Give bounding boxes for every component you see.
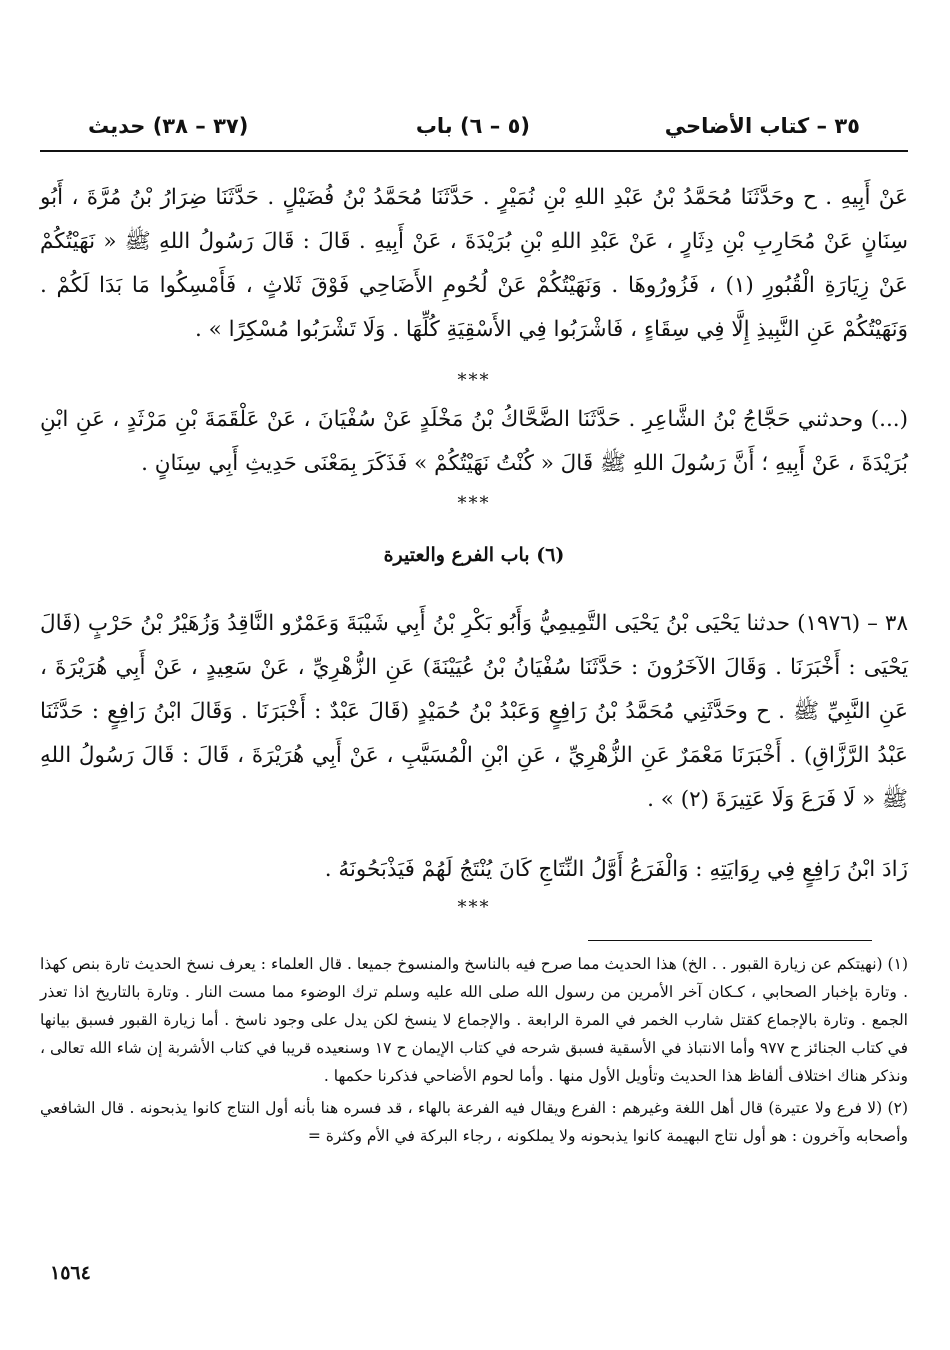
footnotes xyxy=(40,950,908,1154)
section-separator: *** xyxy=(457,897,491,918)
hadith-37-alternate-chain: (...) وحدثني حَجَّاجُ بْنُ الشَّاعِرِ . حَدَّثَنَا الضَّحَّاكُ بْنُ مَخْلَدٍ عَنْ سُفْيَانَ ، عَنْ عَلْقَمَةَ بْنِ مَرْثَدٍ ، عَنِ ابْنِ بُرَيْدَةَ ، عَنْ أَبِيهِ ؛ أَنَّ رَسُولَ اللهِ ﷺ قَالَ « كُنْتُ نَهَيْتُكُمْ » فَذَكَرَ بِمَعْنَى حَدِيثِ أَبِي سِنَانٍ . xyxy=(40,407,908,476)
page-number: ١٥٦٤ xyxy=(50,1262,91,1284)
main-text xyxy=(40,0,908,940)
header-chapter-range: (٥ – ٦) باب xyxy=(415,114,530,138)
footnote-2: (٢) (لا فرع ولا عتيرة) قال أهل اللغة وغيرهم : الفرع ويقال فيه الفرعة بالهاء ، قد فسره هنا بأنه أول النتاج كانوا يذبحونه . قال الشافعي وأصحابه وآخرون : هو أول نتاج البهيمة كانوا يذبحونه ولا يملكونه ، رجاء البركة في الأم وكثرة = xyxy=(40,1099,908,1145)
footnote-1: (١) (نهيتكم عن زيارة القبور . . الخ) هذا الحديث مما صرح فيه بالناسخ والمنسوخ جميعا . قال العلماء : يعرف نسخ الحديث تارة بنص كهذا . وتارة بإخبار الصحابي ، كـكان آخر الأمرين من رسول الله صلى الله عليه وسلم ترك الوضوء مما مست النار . وتارة بالتاريخ اذا تعذر الجمع . وتارة بالإجماع كقتل شارب الخمر في المرة الرابعة . والإجماع لا ينسخ لكن يدل على وجود ناسخ . أما زيارة القبور فسبق بيانها في كتاب الجنائز ح ٩٧٧ وأما الانتباذ في الأسقية فسبق شرحه في كتاب الإيمان ح ١٧ وسنعيده قريبا في كتاب الأشربة إن شاء الله تعالى ، ونذكر هناك اختلاف ألفاظ هذا الحديث وتأويل الأول منها . وأما لحوم الأضاحي فذكرنا حكمها . xyxy=(40,955,908,1085)
header-hadith-range: (٣٧ – ٣٨) حديث xyxy=(88,114,249,138)
header-book-title: ٣٥ – كتاب الأضاحي xyxy=(664,114,860,138)
chapter-title: (٦) باب الفرع والعتيرة xyxy=(383,544,565,566)
hadith-37-continuation: عَنْ أَبِيهِ . ح وحَدَّثَنَا مُحَمَّدُ بْنُ عَبْدِ اللهِ بْنِ نُمَيْرٍ . حَدَّثَنَا مُحَمَّدُ بْنُ فُضَيْلٍ . حَدَّثَنَا ضِرَارُ بْنُ مُرَّةَ ، أَبُو سِنَانٍ عَنْ مُحَارِبِ بْنِ دِثَارٍ ، عَنْ عَبْدِ اللهِ بْنِ بُرَيْدَةَ ، عَنْ أَبِيهِ . قَالَ : قَالَ رَسُولُ اللهِ ﷺ « نَهَيْتُكُمْ عَنْ زِيَارَةِ الْقُبُورِ (١) ، فَزُورُوهَا . وَنَهَيْتُكُمْ عَنْ لُحُومِ الأَضَاحِي فَوْقَ ثَلاثٍ ، فَأَمْسِكُوا مَا بَدَا لَكُمْ . وَنَهَيْتُكُمْ عَنِ النَّبِيذِ إِلَّا فِي سِقَاءٍ ، فَاشْرَبُوا فِي الأَسْقِيَةِ كُلِّهَا . وَلَا تَشْرَبُوا مُسْكِرًا » . xyxy=(40,185,909,342)
hadith-38: ٣٨ – (١٩٧٦) حدثنا يَحْيَى بْنُ يَحْيَى التَّمِيمِيُّ وَأَبُو بَكْرِ بْنُ أَبِي شَيْبَةَ وَعَمْرٌو النَّاقِدُ وَزُهَيْرُ بْنُ حَرْبٍ (قَالَ يَحْيَى : أَخْبَرَنَا . وَقَالَ الآخَرُونَ : حَدَّثَنَا سُفْيَانُ بْنُ عُيَيْنَةَ) عَنِ الزُّهْرِيِّ ، عَنْ سَعِيدٍ ، عَنْ أَبِي هُرَيْرَةَ ، عَنِ النَّبِيِّ ﷺ . ح وحَدَّثَنِي مُحَمَّدُ بْنُ رَافِعٍ وَعَبْدُ بْنُ حُمَيْدٍ (قَالَ عَبْدٌ : أَخْبَرَنَا . وَقَالَ ابْنُ رَافِعٍ : حَدَّثَنَا عَبْدُ الرَّزَّاقِ) . أَخْبَرَنَا مَعْمَرٌ عَنِ الزُّهْرِيِّ ، عَنِ ابْنِ الْمُسَيَّبِ ، عَنْ أَبِي هُرَيْرَةَ ، قَالَ : قَالَ رَسُولُ اللهِ ﷺ « لَا فَرَعَ وَلَا عَتِيرَةَ (٢) » . xyxy=(40,611,908,812)
hadith-38-addition: زَادَ ابْنُ رَافِعٍ فِي رِوَايَتِهِ : وَالْفَرَعُ أَوَّلُ النِّتَاجِ كَانَ يُنْتَجُ لَهُمْ فَيَذْبَحُونَهُ . xyxy=(324,857,908,882)
footnote-rule xyxy=(588,940,872,941)
section-separator: *** xyxy=(457,493,491,514)
section-separator: *** xyxy=(457,370,491,391)
